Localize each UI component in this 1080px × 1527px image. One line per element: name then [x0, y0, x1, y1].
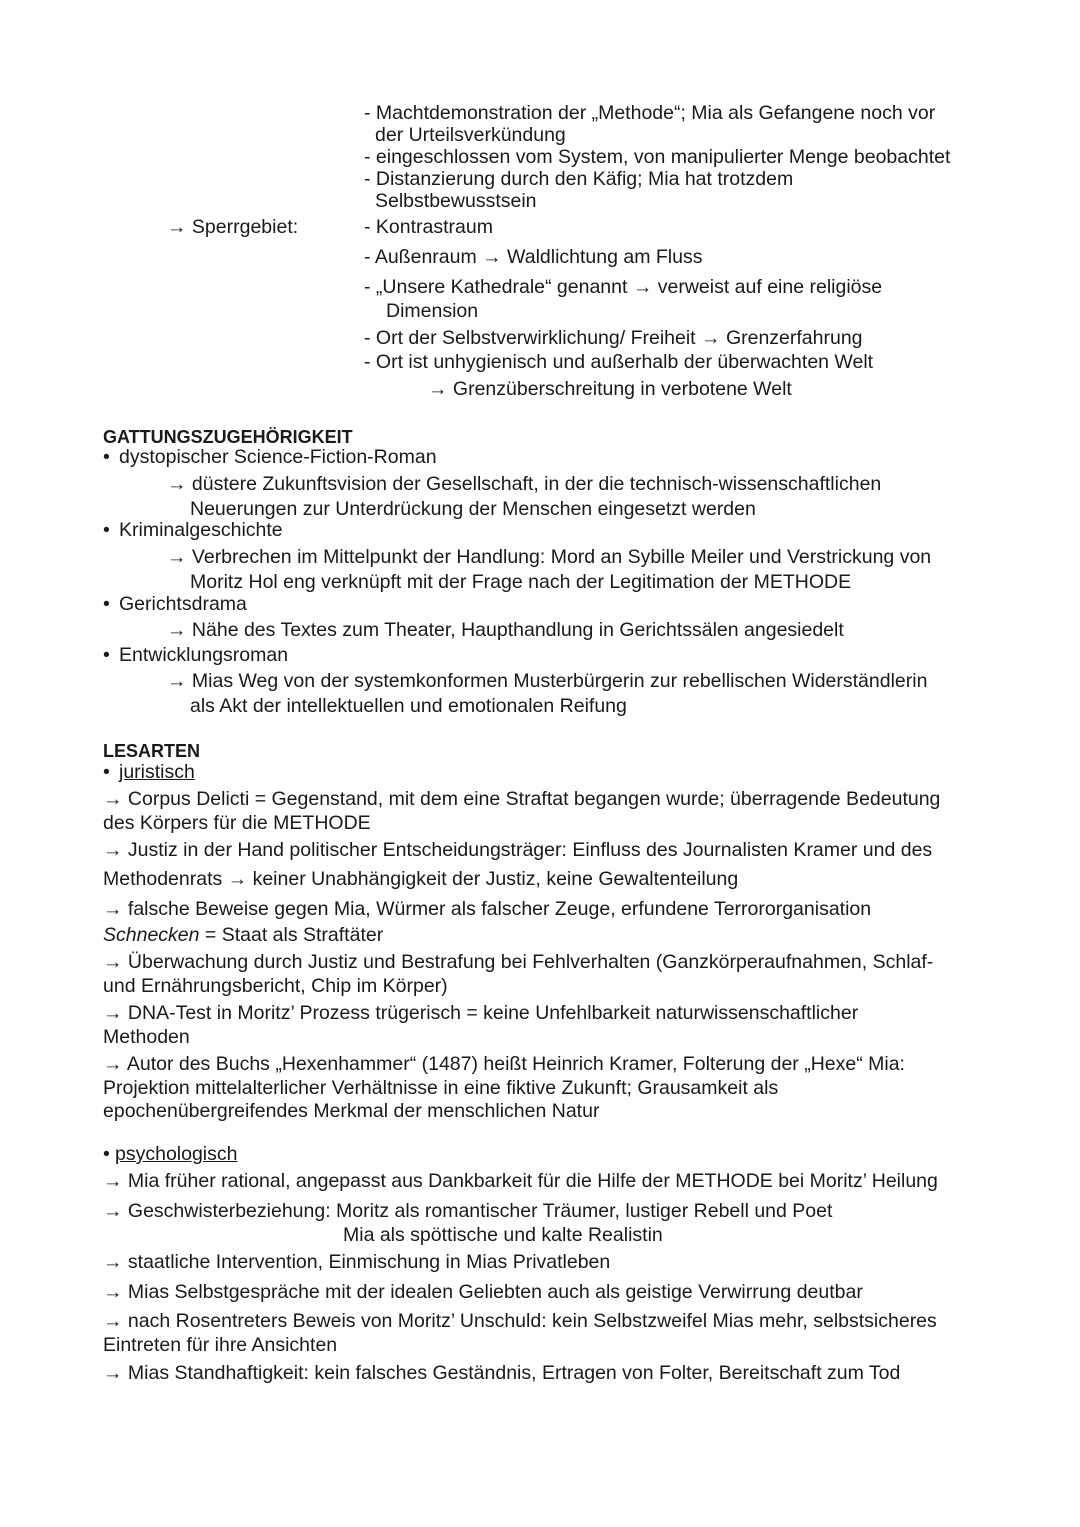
text-line: → Nähe des Textes zum Theater, Haupthandlung in Gerichtssälen angesiedelt	[167, 619, 844, 641]
text-line: Neuerungen zur Unterdrückung der Menschen eingesetzt werden	[190, 498, 756, 520]
list-item: Gerichtsdrama	[119, 593, 247, 615]
text-line: - Kontrastraum	[364, 216, 493, 238]
text-line: → Autor des Buchs „Hexenhammer“ (1487) heißt Heinrich Kramer, Folterung der „Hexe“ Mia:	[103, 1053, 905, 1075]
text-line: Methoden	[103, 1026, 190, 1048]
text-line: des Körpers für die METHODE	[103, 812, 371, 834]
text-line: → falsche Beweise gegen Mia, Würmer als falscher Zeuge, erfundene Terrororganisation	[103, 898, 872, 920]
text-line: - eingeschlossen vom System, von manipulierter Menge beobachtet	[364, 146, 951, 168]
section-heading-gattung: GATTUNGSZUGEHÖRIGKEIT	[103, 427, 353, 447]
section-heading-lesarten: LESARTEN	[103, 741, 201, 761]
text-line: Selbstbewusstsein	[375, 190, 537, 212]
text-line: → nach Rosentreters Beweis von Moritz’ Unschuld: kein Selbstzweifel Mias mehr, selbstsicheres	[103, 1310, 937, 1332]
list-item: dystopischer Science-Fiction-Roman	[119, 446, 437, 468]
text-line: - Machtdemonstration der „Methode“; Mia als Gefangene noch vor	[364, 102, 936, 124]
text-line: → düstere Zukunftsvision der Gesellschaft, in der die technisch-wissenschaftlichen	[167, 473, 882, 495]
text-line: → Mias Weg von der systemkonformen Musterbürgerin zur rebellischen Widerständlerin	[167, 670, 928, 692]
text-line: - Außenraum → Waldlichtung am Fluss	[364, 246, 703, 268]
bullet-dot: •	[103, 761, 110, 783]
text-line: Methodenrats → keiner Unabhängigkeit der Justiz, keine Gewaltenteilung	[103, 868, 739, 890]
bullet-dot: •	[103, 644, 110, 666]
bullet-dot: •	[103, 593, 110, 615]
text-line: Dimension	[386, 300, 479, 322]
text-line: → Corpus Delicti = Gegenstand, mit dem eine Straftat begangen wurde; überragende Bedeutung	[103, 788, 941, 810]
text-line: Eintreten für ihre Ansichten	[103, 1334, 338, 1356]
subheading-juristisch: juristisch	[119, 761, 195, 783]
text-line: Moritz Hol eng verknüpft mit der Frage nach der Legitimation der METHODE	[190, 571, 852, 593]
text-line: → Überwachung durch Justiz und Bestrafung bei Fehlverhalten (Ganzkörperaufnahmen, Schlaf-	[103, 951, 934, 973]
text-line	[103, 923, 383, 947]
bullet-dot: •	[103, 1143, 110, 1165]
text-line: → DNA-Test in Moritz’ Prozess trügerisch = keine Unfehlbarkeit naturwissenschaftlicher	[103, 1002, 859, 1024]
text-line: epochenübergreifendes Merkmal der menschlichen Natur	[103, 1100, 600, 1122]
text-line: → Justiz in der Hand politischer Entscheidungsträger: Einfluss des Journalisten Kramer und des	[103, 839, 933, 861]
text-line: der Urteilsverkündung	[375, 124, 566, 146]
text-line: - Ort ist unhygienisch und außerhalb der überwachten Welt	[364, 351, 874, 373]
text-line: - Ort der Selbstverwirklichung/ Freiheit → Grenzerfahrung	[364, 327, 863, 349]
bullet-dot: •	[103, 446, 110, 468]
sperrgebiet-label: → Sperrgebiet:	[167, 216, 299, 238]
text-line: als Akt der intellektuellen und emotionalen Reifung	[190, 695, 627, 717]
text-line: → Verbrechen im Mittelpunkt der Handlung: Mord an Sybille Meiler und Verstrickung von	[167, 546, 932, 568]
italic-term: Schnecken	[103, 924, 200, 946]
bullet-dot: •	[103, 519, 110, 541]
text-line: Projektion mittelalterlicher Verhältnisse in eine fiktive Zukunft; Grausamkeit als	[103, 1077, 779, 1099]
text-line: → Geschwisterbeziehung: Moritz als romantischer Träumer, lustiger Rebell und Poet	[103, 1200, 833, 1222]
list-item: Entwicklungsroman	[119, 644, 289, 666]
text-line: - Distanzierung durch den Käfig; Mia hat trotzdem	[364, 168, 794, 190]
list-item: Kriminalgeschichte	[119, 519, 283, 541]
text-line: → staatliche Intervention, Einmischung in Mias Privatleben	[103, 1251, 611, 1273]
text-line: und Ernährungsbericht, Chip im Körper)	[103, 975, 448, 997]
text-line: Mia als spöttische und kalte Realistin	[343, 1224, 663, 1246]
text-line: → Mias Selbstgespräche mit der idealen Geliebten auch als geistige Verwirrung deutbar	[103, 1281, 863, 1303]
text-line: → Mia früher rational, angepasst aus Dankbarkeit für die Hilfe der METHODE bei Moritz’ Heilung	[103, 1170, 938, 1192]
text-run: = Staat als Straftäter	[199, 924, 384, 946]
text-line: → Grenzüberschreitung in verbotene Welt	[428, 378, 792, 400]
text-line: → Mias Standhaftigkeit: kein falsches Geständnis, Ertragen von Folter, Bereitschaft zum Tod	[103, 1362, 901, 1384]
text-line: - „Unsere Kathedrale“ genannt → verweist auf eine religiöse	[364, 276, 883, 298]
subheading-psychologisch: psychologisch	[115, 1143, 238, 1165]
